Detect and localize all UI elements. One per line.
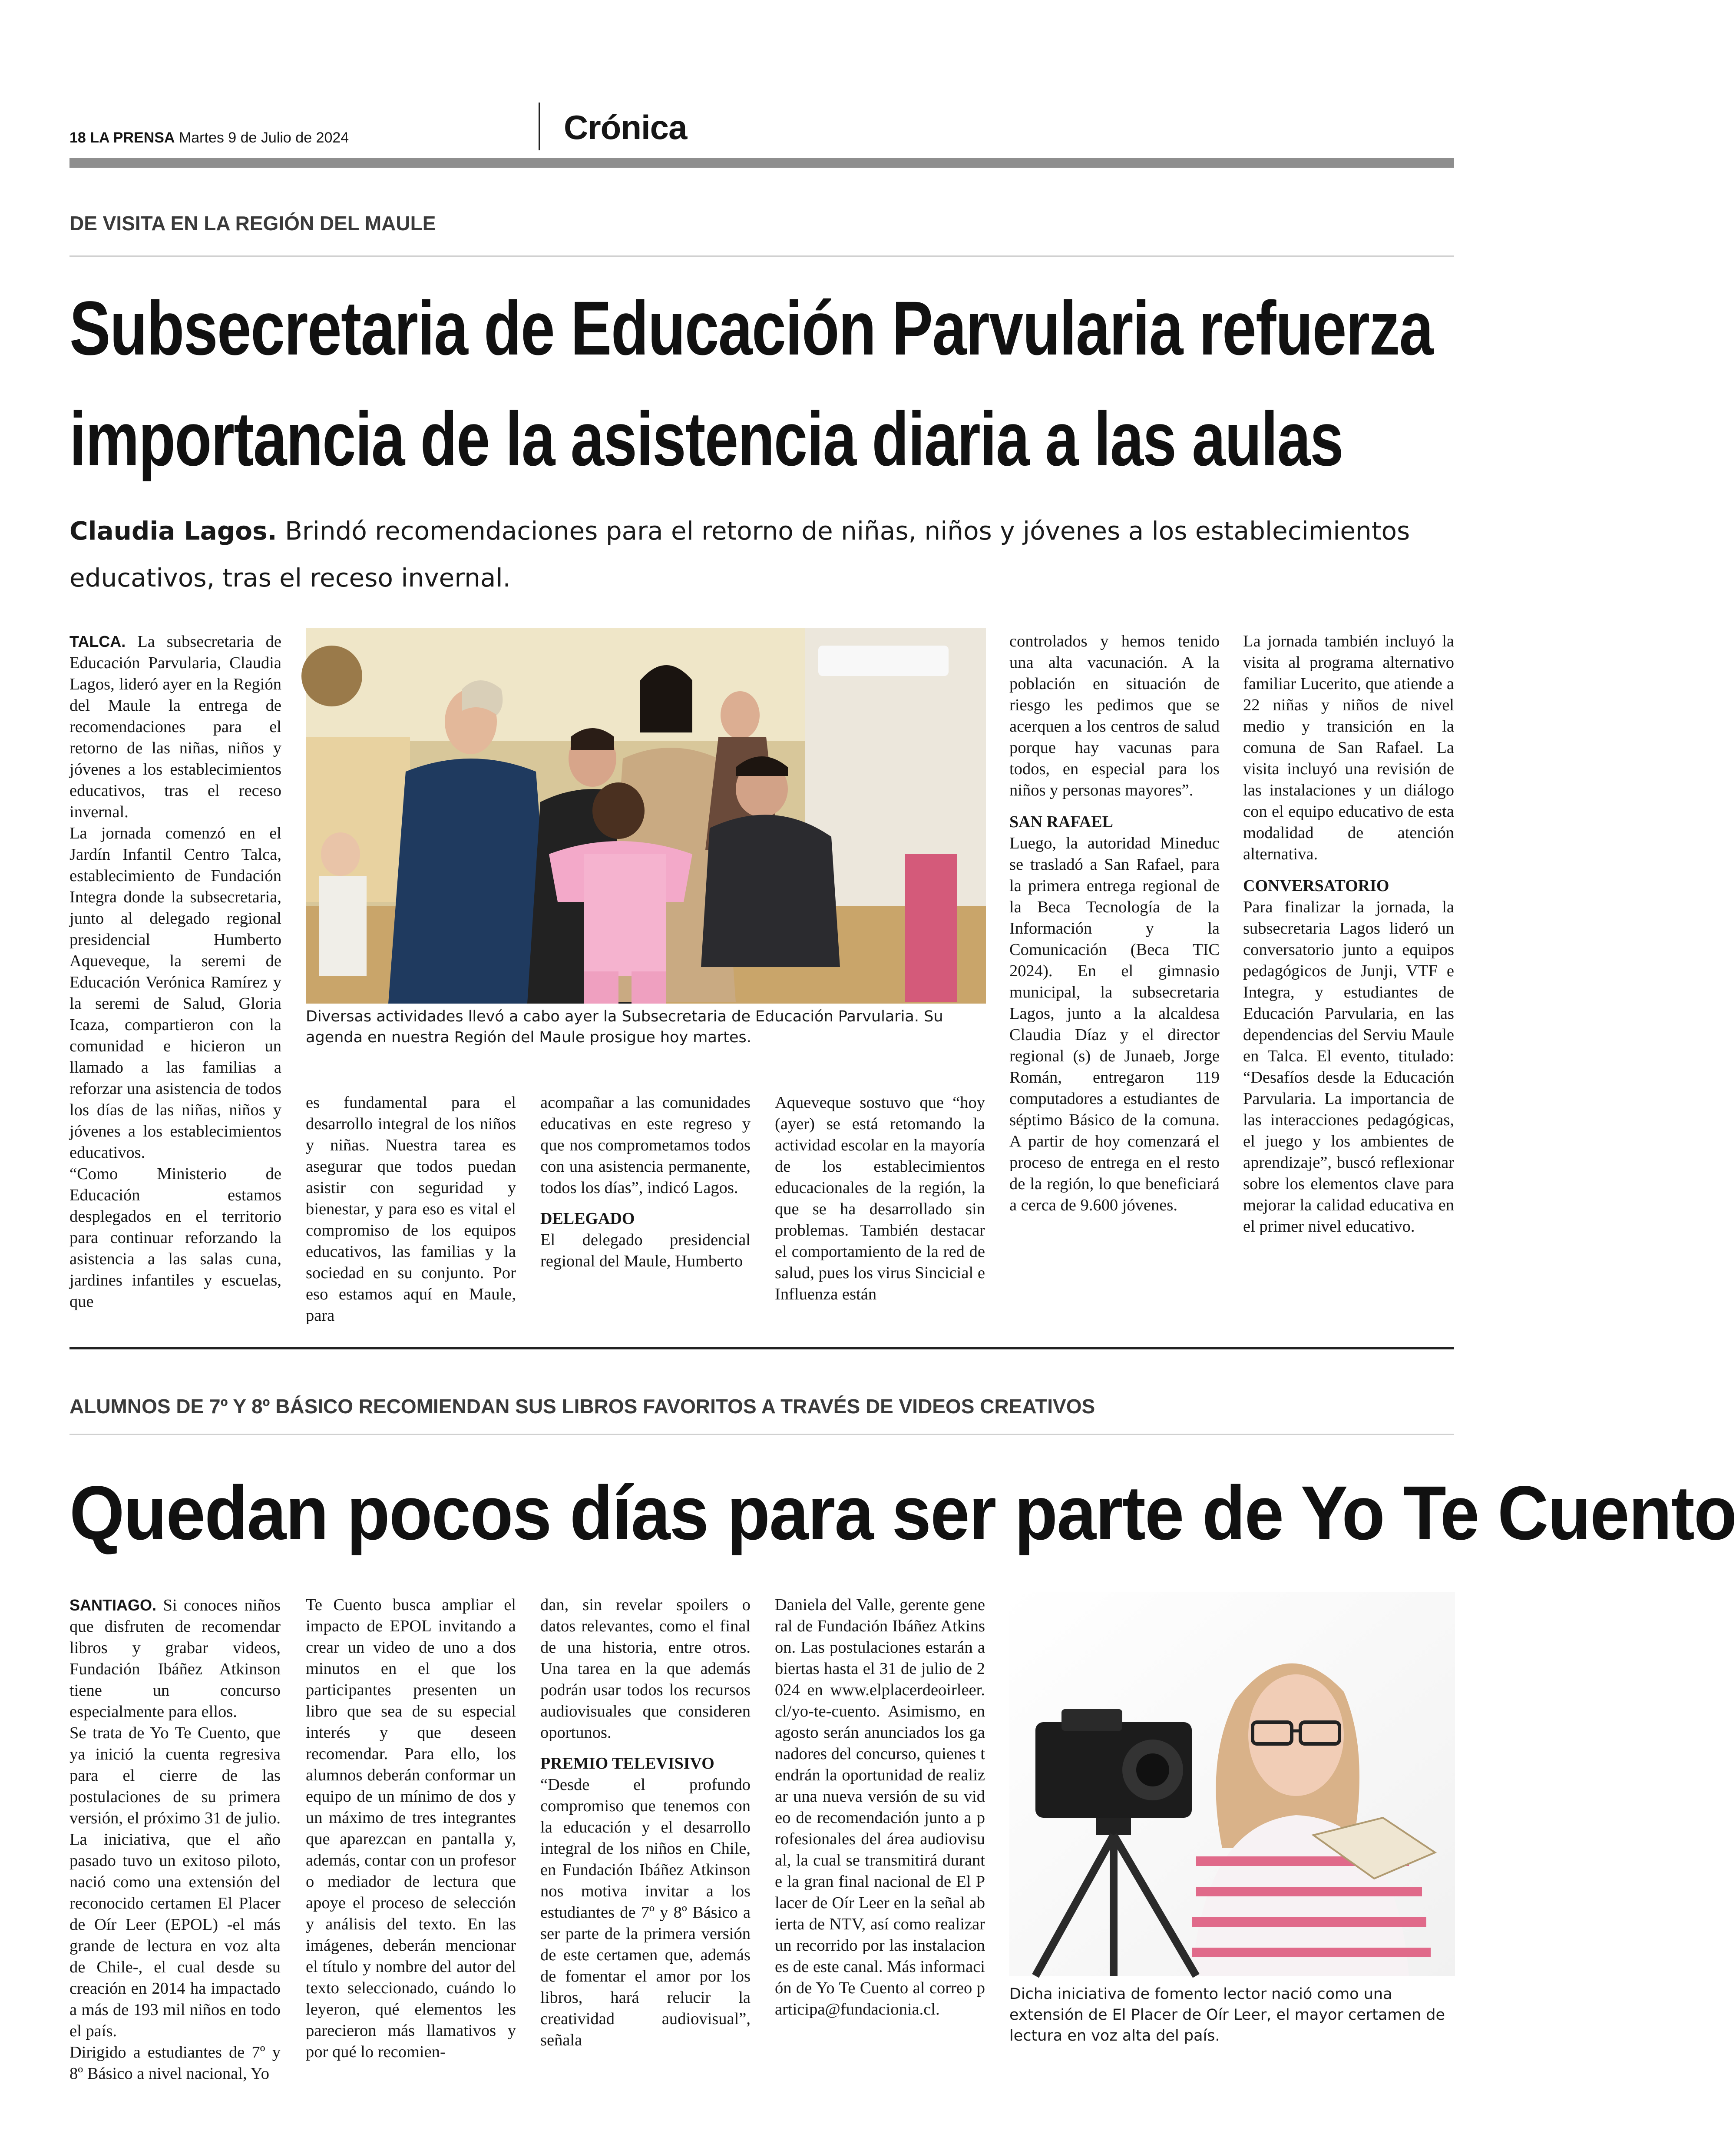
paragraph: controlados y hemos tenido una alta vacunación. A la población en situación de riesgo les pedimos que se acerquen a los centros de salud porque hay vacunas para todos, en especial para los niños y personas mayores”. — [1009, 632, 1220, 799]
paragraph: Dirigido a estudiantes de 7º y 8º Básico a nivel nacional, Yo — [69, 2043, 281, 2083]
paragraph: Luego, la autoridad Mineduc se trasladó a San Rafael, para la primera entrega regional de la Beca Tecnología de la Información y la Comunicación (Beca TIC 2024). En el gimnasio municipal, la subsecretaria Lagos, junto a la alcaldesa Claudia Díaz y el director regional (s) de Junaeb, Jorge Román, entregaron 119 computadores a estudiantes de séptimo Básico de la comuna. A partir de hoy comenzará el proceso de entrega en el resto de la región, lo que beneficiará a cerca de 9.600 jóvenes. — [1009, 834, 1220, 1214]
subhead-delegado: DELEGADO — [540, 1210, 635, 1228]
article1-photo — [306, 628, 986, 1004]
publication-date: Martes 9 de Julio de 2024 — [179, 129, 349, 146]
article1-headline-line2: importancia de la asistencia diaria a las aulas — [69, 397, 1343, 482]
deck-text: Brindó recomendaciones para el retorno de niñas, niños y jóvenes a los establecimientos educativos, tras el receso invernal. — [69, 516, 1410, 593]
header-bar — [69, 158, 1454, 168]
article-separator — [69, 1347, 1454, 1349]
article2-column-1 — [69, 1594, 281, 2084]
article2-headline: Quedan pocos días para ser parte de Yo Te Cuento — [69, 1471, 1736, 1556]
deck-name: Claudia Lagos. — [69, 516, 277, 546]
article1-kicker: DE VISITA EN LA REGIÓN DEL MAULE — [69, 212, 436, 235]
header-divider — [539, 103, 540, 150]
subhead-san-rafael: SAN RAFAEL — [1009, 813, 1113, 831]
article1-headline-line1: Subsecretaria de Educación Parvularia refuerza — [69, 286, 1433, 371]
article1-deck — [69, 507, 1455, 601]
paragraph: Te Cuento busca ampliar el impacto de EPOL invitando a crear un video de uno a dos minutos en el que los participantes presenten un libro que sea de su especial interés y que deseen recomendar. Para ello, los alumnos deberán conformar un equipo de un mínimo de dos y un máximo de tres integrantes que aparezcan en pantalla y, además, contar con un profesor o mediador de lectura que apoye el proceso de selección y análisis del texto. En las imágenes, deberán mencionar el título y nombre del autor del texto seleccionado, cuándo lo leyeron, qué elementos les parecieron más llamativos y por qué lo recomien- — [306, 1596, 516, 2061]
paragraph: es fundamental para el desarrollo integral de los niños y niñas. Nuestra tarea es asegurar que todos puedan asistir con seguridad y bienestar, y para eso es vital el compromiso de los equipos educativos, las familias y la sociedad en su conjunto. Por eso estamos aquí en Maule, para — [306, 1094, 516, 1325]
article1-column-5 — [1009, 631, 1220, 1216]
page-number: 18 — [69, 129, 86, 146]
paragraph: acompañar a las comunidades educativas en este regreso y que nos comprometamos todos con una asistencia permanente, todos los días”, indicó Lagos. — [540, 1094, 751, 1197]
publication-name: LA PRENSA — [90, 129, 175, 146]
paragraph: El delegado presidencial regional del Maule, Humberto — [540, 1231, 751, 1270]
article1-column-4 — [775, 1092, 985, 1305]
article2-photo-caption: Dicha iniciativa de fomento lector nació como una extensión de El Placer de Oír Leer, el mayor certamen de lectura en voz alta del país. — [1009, 1985, 1445, 2045]
paragraph: Se trata de Yo Te Cuento, que ya inició la cuenta regresiva para el cierre de las postulaciones de su primera versión, el próximo 31 de julio. La iniciativa, que el año pasado tuvo un exitoso piloto, nació como una extensión del reconocido certamen El Placer de Oír Leer (EPOL) -el más grande de lectura en voz alta de Chile-, el cual desde su creación en 2014 ha impactado a más de 193 mil niños en todo el país. — [69, 1724, 281, 2040]
kicker-rule — [69, 1434, 1454, 1435]
paragraph: La jornada también incluyó la visita al programa alternativo familiar Lucerito, que atiende a 22 niñas y niños de nivel medio y transición en la comuna de San Rafael. La visita incluyó una revisión de las instalaciones y un diálogo con el equipo educativo de esta modalidad de atención alternativa. — [1243, 632, 1454, 863]
paragraph: Para finalizar la jornada, la subsecretaria Lagos lideró un conversatorio junto a equipos pedagógicos de Junji, VTF e Integra, y estudiantes de Educación Parvularia, en las dependencias del Serviu Maule en Talca. El evento, titulado: “Desafíos desde la Educación Parvularia. La importancia de las interacciones pedagógicas, el juego y los ambientes de aprendizaje”, buscó reflexionar sobre los elementos clave para mejorar la calidad educativa en el primer nivel educativo. — [1243, 898, 1454, 1236]
dateline: SANTIAGO. — [69, 1596, 157, 1614]
page-header-info — [69, 129, 349, 146]
article1-photo-caption: Diversas actividades llevó a cabo ayer la Subsecretaria de Educación Parvularia. Su agenda en nuestra Región del Maule prosigue hoy martes. — [306, 1008, 943, 1046]
subhead-conversatorio: CONVERSATORIO — [1243, 877, 1389, 895]
paragraph: La jornada comenzó en el Jardín Infantil Centro Talca, establecimiento de Fundación Integra donde la subsecretaria, junto al delegado regional presidencial Humberto Aqueveque, la seremi de Educación Verónica Ramírez y la seremi de Salud, Gloria Icaza, compartieron con la comunidad e hicieron un llamado a las familias a reforzar una asistencia de todos los días de las niñas, niños y jóvenes a los establecimientos educativos. — [69, 824, 281, 1162]
article2-column-2 — [306, 1594, 516, 2063]
article2-kicker: ALUMNOS DE 7º Y 8º BÁSICO RECOMIENDAN SUS LIBROS FAVORITOS A TRAVÉS DE VIDEOS CREATIVOS — [69, 1395, 1095, 1418]
paragraph: Si conoces niños que disfruten de recomendar libros y grabar videos, Fundación Ibáñez Atkinson tiene un concurso especialmente para ellos. — [69, 1596, 281, 1721]
dateline: TALCA. — [69, 633, 126, 650]
article1-column-2 — [306, 1092, 516, 1326]
paragraph: dan, sin revelar spoilers o datos relevantes, como el final de una historia, entre otros. Una tarea en la que además podrán usar todos los recursos audiovisuales que consideren oportunos. — [540, 1596, 751, 1742]
section-title: Crónica — [564, 108, 687, 146]
paragraph: “Como Ministerio de Educación estamos desplegados en el territorio para continuar reforzando la asistencia a las salas cuna, jardines infantiles y escuelas, que — [69, 1165, 281, 1311]
subhead-premio-televisivo: PREMIO TELEVISIVO — [540, 1754, 714, 1773]
article1-column-1 — [69, 631, 281, 1312]
article1-column-6 — [1243, 631, 1454, 1237]
paragraph: “Desde el profundo compromiso que tenemos con la educación y el desarrollo integral de los niños en Chile, en Fundación Ibáñez Atkinson nos motiva invitar a los estudiantes de 7º y 8º Básico a ser parte de la primera versión de este certamen que, además de fomentar el amor por los libros, hará relucir la creatividad audiovisual”, señala — [540, 1776, 751, 2049]
article1-column-3 — [540, 1092, 751, 1272]
article2-column-4 — [775, 1594, 985, 2020]
article2-photo — [1009, 1592, 1455, 1976]
paragraph: Daniela del Valle, gerente general de Fundación Ibáñez Atkinson. Las postulaciones estarán abiertas hasta el 31 de julio de 2024 en www.elplacerdeoirleer.cl/yo-te-cuento. Asimismo, en agosto serán anunciados los ganadores del concurso, quienes tendrán la oportunidad de realizar una nueva versión de su video de recomendación junto a profesionales del área audiovisual, la cual se transmitirá durante la gran final nacional de El Placer de Oír Leer en la señal abierta de NTV, así como realizar un recorrido por las instalaciones de este canal. Más información de Yo Te Cuento al correo participa@fundacionia.cl. — [775, 1596, 985, 2018]
kicker-rule — [69, 255, 1454, 257]
paragraph: Aqueveque sostuvo que “hoy (ayer) se está retomando la actividad escolar en la mayoría de los establecimientos educacionales de la región, la que se ha desarrollado sin problemas. También destacar el comportamiento de la red de salud, pues los virus Sincicial e Influenza están — [775, 1094, 985, 1303]
paragraph: La subsecretaria de Educación Parvularia, Claudia Lagos, lideró ayer en la Región del Maule la entrega de recomendaciones para el retorno de las niñas, niños y jóvenes a los establecimientos educativos, tras el receso invernal. — [69, 633, 281, 821]
article2-column-3 — [540, 1594, 751, 2051]
